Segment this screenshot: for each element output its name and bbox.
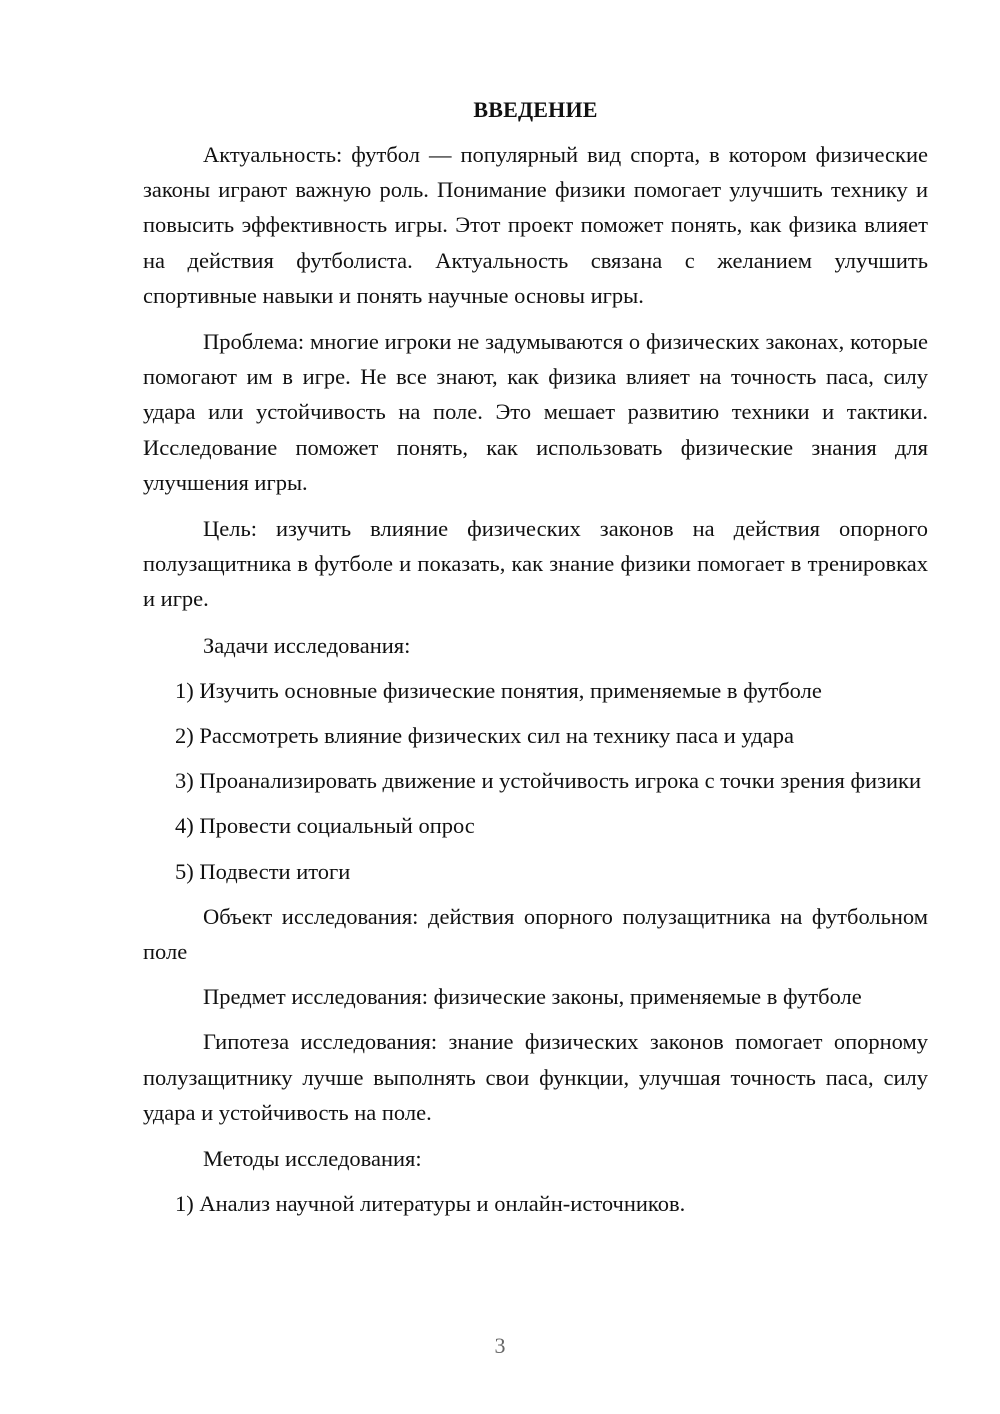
document-page: [143, 92, 928, 1221]
method-item: 1) Анализ научной литературы и онлайн-источников.: [175, 1191, 686, 1217]
task-item: 5) Подвести итоги: [175, 858, 351, 884]
problem-paragraph: Проблема: многие игроки не задумываются о физических законах, которые помогают им в игре. Не все знают, как физика влияет на точность паса, силу удара или устойчивость на поле. Это мешает развитию техники и тактики. Исследование поможет понять, как использовать физические знания для улучшения игры.: [143, 329, 928, 495]
goal-paragraph: Цель: изучить влияние физических законов на действия опорного полузащитника в футболе и показать, как знание физики помогает в тренировках и игре.: [143, 516, 928, 612]
relevance-paragraph: Актуальность: футбол — популярный вид спорта, в котором физические законы играют важную роль. Понимание физики помогает улучшить технику и повысить эффективность игры. Этот проект поможет понять, как физика влияет на действия футболиста. Актуальность связана с желанием улучшить спортивные навыки и понять научные основы игры.: [143, 142, 928, 308]
tasks-heading: Задачи исследования:: [203, 632, 411, 658]
section-heading: ВВЕДЕНИЕ: [473, 97, 598, 122]
methods-heading: Методы исследования:: [203, 1146, 422, 1172]
task-item: 2) Рассмотреть влияние физических сил на технику паса и удара: [175, 723, 794, 749]
task-item: 3) Проанализировать движение и устойчивость игрока с точки зрения физики: [175, 768, 921, 794]
page-number: 3: [494, 1333, 506, 1358]
task-item: 4) Провести социальный опрос: [175, 813, 475, 839]
subject-paragraph: Предмет исследования: физические законы, применяемые в футболе: [203, 984, 862, 1010]
object-paragraph: Объект исследования: действия опорного полузащитника на футбольном поле: [143, 903, 928, 965]
hypothesis-paragraph: Гипотеза исследования: знание физических законов помогает опорному полузащитнику лучше выполнять свои функции, улучшая точность паса, силу удара и устойчивость на поле.: [143, 1029, 928, 1125]
task-item: 1) Изучить основные физические понятия, применяемые в футболе: [175, 677, 822, 703]
